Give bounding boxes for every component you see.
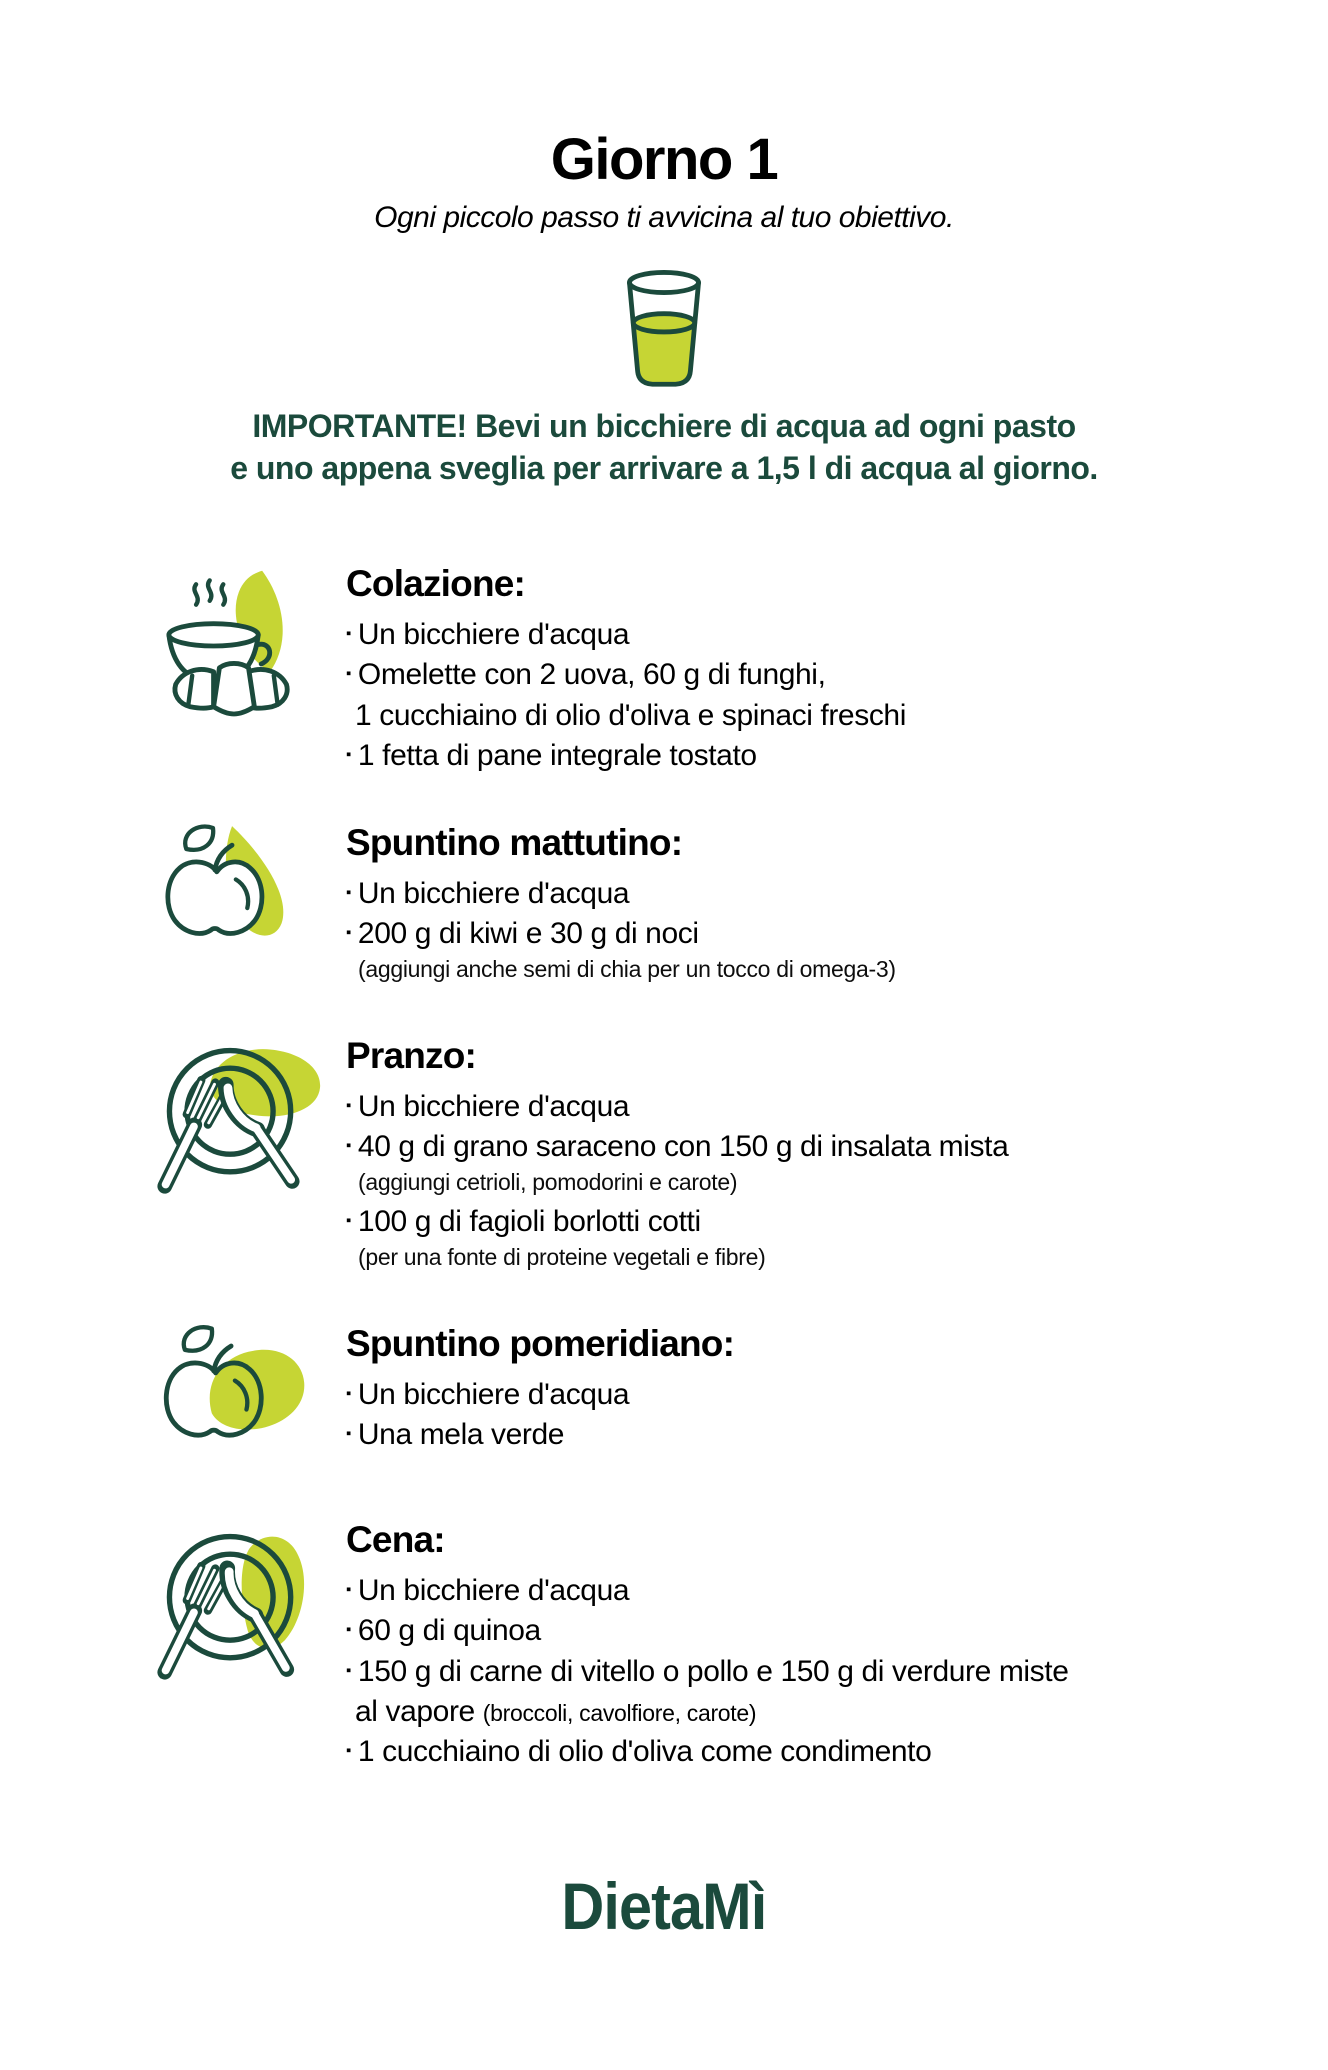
meal-item-inline-note: (broccoli, cavolfiore, carote) xyxy=(482,1699,757,1726)
meal-heading: Colazione: xyxy=(346,563,526,605)
bullet-glyph: ▪ xyxy=(346,1741,351,1759)
coffee-cup-croissant-icon xyxy=(128,561,338,776)
bullet-glyph: ▪ xyxy=(346,924,351,942)
bullet-glyph: ▪ xyxy=(346,1212,351,1230)
section-cena xyxy=(128,1517,1328,1772)
apple-icon xyxy=(128,1321,338,1473)
header xyxy=(0,0,1328,489)
footer xyxy=(0,1868,1328,1944)
meal-item: ▪ 150 g di carne di vitello o pollo e 150 g di verdure miste xyxy=(346,1654,1069,1688)
meal-item: ▪ Un bicchiere d'acqua xyxy=(346,1574,630,1608)
section-spuntino-pomeridiano xyxy=(128,1321,1328,1473)
meal-item-note: (aggiungi cetrioli, pomodorini e carote) xyxy=(358,1169,738,1196)
meal-heading: Cena: xyxy=(346,1519,445,1561)
bullet-glyph: ▪ xyxy=(346,1137,351,1155)
meal-item: ▪ Una mela verde xyxy=(346,1418,565,1452)
meal-item: ▪ Un bicchiere d'acqua xyxy=(346,1378,630,1412)
meal-item: ▪ 1 fetta di pane integrale tostato xyxy=(346,738,757,772)
meal-item: ▪ Un bicchiere d'acqua xyxy=(346,1090,630,1124)
meal-heading: Spuntino pomeridiano: xyxy=(346,1323,735,1365)
plate-cutlery-icon xyxy=(128,1517,338,1772)
meal-item: ▪ 40 g di grano saraceno con 150 g di insalata mista xyxy=(346,1130,1009,1164)
page-subtitle: Ogni piccolo passo ti avvicina al tuo obiettivo. xyxy=(374,201,954,234)
bullet-glyph: ▪ xyxy=(346,665,351,683)
important-line-1: IMPORTANTE! Bevi un bicchiere di acqua ad ogni pasto xyxy=(252,408,1076,444)
meal-item: ▪ Un bicchiere d'acqua xyxy=(346,618,630,652)
meal-item: ▪ Un bicchiere d'acqua xyxy=(346,876,630,910)
important-line-2: e uno appena sveglia per arrivare a 1,5 l di acqua al giorno. xyxy=(230,449,1098,486)
important-note xyxy=(0,406,1328,489)
bullet-glyph: ▪ xyxy=(346,1661,351,1679)
bullet-glyph: ▪ xyxy=(346,1097,351,1115)
meal-item: ▪ 1 cucchiaino di olio d'oliva come condimento xyxy=(346,1734,932,1768)
plate-cutlery-icon xyxy=(128,1033,338,1277)
bullet-glyph: ▪ xyxy=(346,1581,351,1599)
bullet-glyph: ▪ xyxy=(346,883,351,901)
bullet-glyph: ▪ xyxy=(346,1425,351,1443)
meal-item: ▪ 60 g di quinoa xyxy=(346,1614,541,1648)
brand-logo: DietaMì xyxy=(561,1869,767,1944)
meal-item: ▪ 100 g di fagioli borlotti cotti xyxy=(346,1205,701,1239)
section-pranzo xyxy=(128,1033,1328,1277)
meal-item-note: (aggiungi anche semi di chia per un tocco di omega-3) xyxy=(358,956,896,983)
apple-icon xyxy=(128,820,338,989)
meal-heading: Pranzo: xyxy=(346,1035,477,1077)
bullet-glyph: ▪ xyxy=(346,745,351,763)
meal-item-continuation: al vapore (broccoli, cavolfiore, carote) xyxy=(355,1694,757,1728)
section-colazione xyxy=(128,561,1328,776)
meal-item: ▪ Omelette con 2 uova, 60 g di funghi, xyxy=(346,658,826,692)
meal-sections xyxy=(0,561,1328,1772)
meal-heading: Spuntino mattutino: xyxy=(346,821,683,863)
bullet-glyph: ▪ xyxy=(346,1385,351,1403)
page-title: Giorno 1 xyxy=(550,127,778,192)
meal-item: ▪ 200 g di kiwi e 30 g di noci xyxy=(346,917,699,951)
bullet-glyph: ▪ xyxy=(346,1621,351,1639)
water-glass-icon xyxy=(0,267,1328,394)
meal-item-note: (per una fonte di proteine vegetali e fibre) xyxy=(358,1244,766,1271)
meal-item-continuation: 1 cucchiaino di olio d'oliva e spinaci freschi xyxy=(355,698,906,732)
section-spuntino-mattutino xyxy=(128,820,1328,989)
bullet-glyph: ▪ xyxy=(346,625,351,643)
